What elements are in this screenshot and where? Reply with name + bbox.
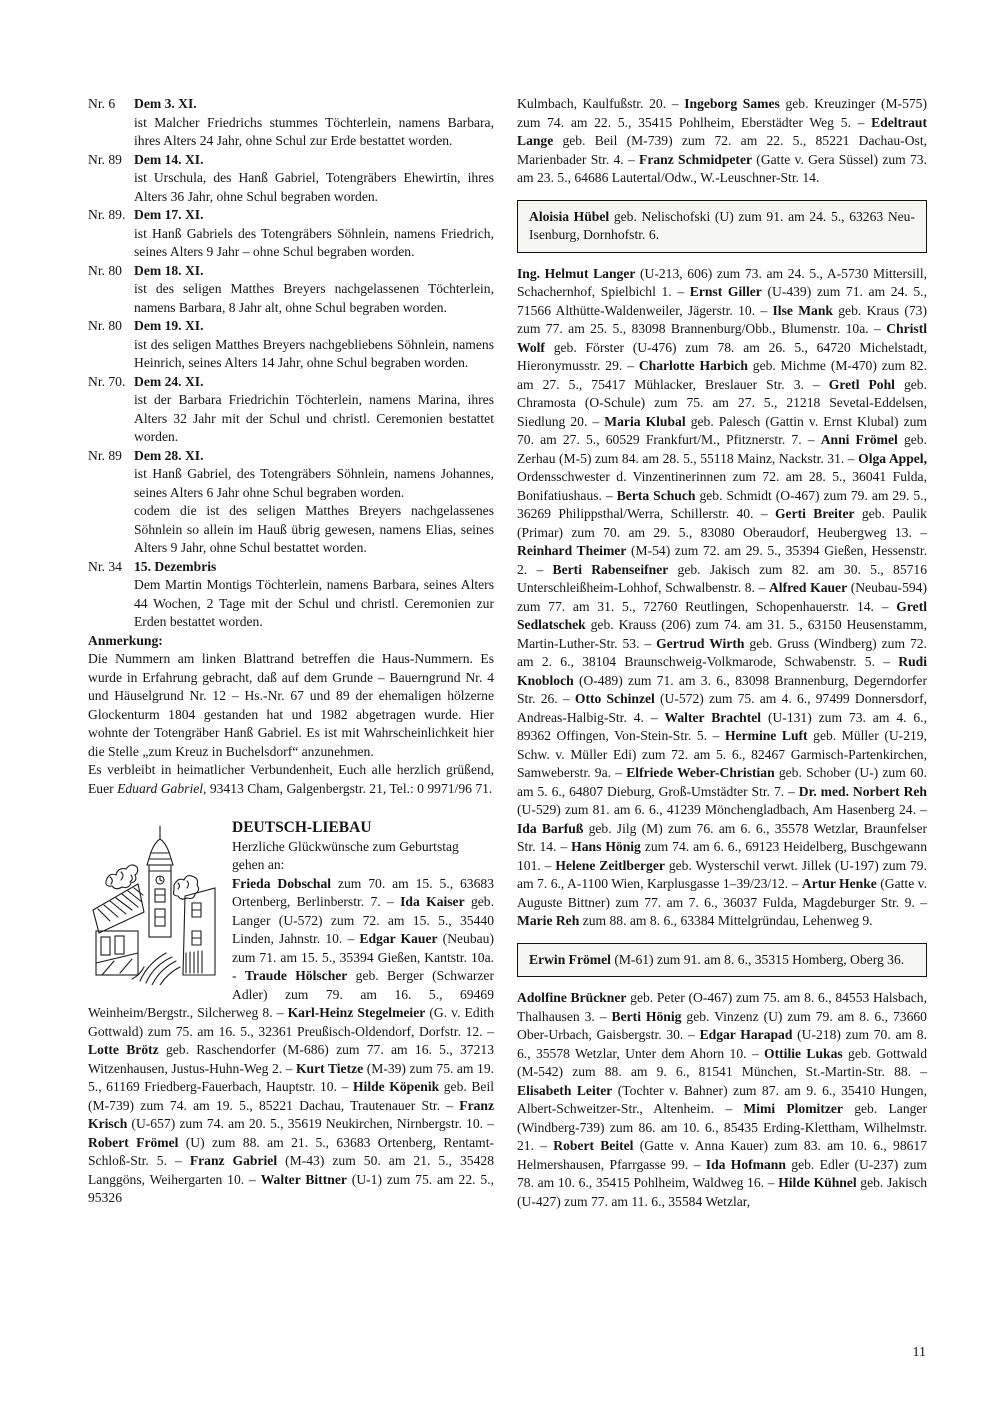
house-number: Nr. 89 <box>88 447 122 463</box>
burial-register-list <box>88 95 494 632</box>
entry-text: ist Hanß Gabriels des Totengräbers Söhnlein, namens Friedrich, seines Alters 9 Jahr – ohne Schul begraben worden. <box>134 225 494 259</box>
left-column <box>88 95 494 1208</box>
entry-date: Dem 18. XI. <box>134 262 204 278</box>
anmerkung-paragraph: Die Nummern am linken Blattrand betreffen die Haus-Nummern. Es wurde in Erfahrung gebracht, daß auf dem Grunde – Bauerngrund Nr. 4 und Häuselgrund Nr. 12 – Hs.-Nr. 67 und 89 der ehemaligen hölzerne Glockenturm 1804 gestanden hat und 1982 abgetragen wurde. Hier wohnte der Totengräber Hanß Gabriel. Es ist mit Wahrscheinlichkeit hier die Stelle „zum Kreuz in Buchelsdorf“ anzunehmen. <box>88 651 494 759</box>
register-entry <box>88 317 494 373</box>
house-number: Nr. 70. <box>88 373 126 389</box>
house-number: Nr. 34 <box>88 558 122 574</box>
closing-paragraph: Es verbleibt in heimatlicher Verbundenheit, Euch alle herzlich grüßend, Euer Eduard Gabriel, 93413 Cham, Galgenbergstr. 21, Tel.: 0 9971/96 71. <box>88 762 494 796</box>
section-heading-deutsch-liebau: DEUTSCH-LIEBAU <box>232 819 372 836</box>
entry-text: ist des seligen Matthes Breyers nachgebliebens Söhnlein, namens Heinrich, seines Alters 14 Jahr, ohne Schul begraben worden. <box>134 336 494 370</box>
birthday-list-continued: Kulmbach, Kaulfußstr. 20. – Ingeborg Sames geb. Kreuzinger (M-575) zum 74. am 22. 5., 35415 Pohlheim, Eberstädter Weg 5. – Edeltraut Lange geb. Beil (M-739) zum 72. am 22. 5., 85221 Dachau-Ost, Marienbader Str. 4. – Franz Schmidpeter (Gatte v. Gera Süssel) zum 73. am 23. 5., 64686 Lautertal/Odw., W.-Leuschner-Str. 14. <box>517 96 927 185</box>
village-church-sketch <box>88 823 220 985</box>
entry-date: Dem 19. XI. <box>134 318 204 333</box>
register-entry <box>88 262 494 318</box>
register-entry <box>88 447 494 558</box>
entry-text: ist Urschula, des Hanß Gabriel, Totengräbers Ehewirtin, ihres Alters 36 Jahr, ohne Schul begraben worden. <box>134 170 494 204</box>
entry-text: ist des seligen Matthes Breyers nachgelassenen Töchterlein, namens Barbara, 8 Jahr alt, ohne Schul begraben worden. <box>134 281 494 315</box>
register-entry <box>88 95 494 151</box>
register-entry <box>88 206 494 262</box>
entry-date: 15. Dezembris <box>134 558 217 574</box>
entry-text: ist Malcher Friedrichs stummes Töchterlein, namens Barbara, ihres Alters 24 Jahr, ohne Schul zur Erde bestattet worden. <box>134 114 494 148</box>
entry-text-continued: codem die ist des seligen Matthes Breyers nachgelassenes Söhnlein so allein im Hauß übrig gewesen, namens Elias, seines Alters 9 Jahr, ohne Schul bestattet worden. <box>134 503 494 555</box>
register-entry <box>88 151 494 207</box>
right-column <box>517 95 927 1211</box>
entry-date: Dem 14. XI. <box>134 151 204 167</box>
house-number: Nr. 6 <box>88 96 116 111</box>
page-number: 11 <box>912 1345 926 1360</box>
anmerkung-heading: Anmerkung: <box>88 632 163 648</box>
register-entry <box>88 558 494 632</box>
birthday-list-paragraph-2: Ing. Helmut Langer (U-213, 606) zum 73. am 24. 5., A-5730 Mittersill, Schachernhof, Spielbichl 1. – Ernst Giller (U-439) zum 71. am 24. 5., 71566 Althütte-Waldenweiler, Jägerstr. 10. – Ilse Mank geb. Kraus (73) zum 77. am 25. 5., 83098 Brannenburg/Obb., Blumenstr. 10a. – Christl Wolf geb. Förster (U-476) zum 78. am 26. 5., 64720 Michelstadt, Hieronymusstr. 29. – Charlotte Harbich geb. Michme (M-470) zum 82. am 27. 5., 75417 Mühlacker, Breslauer Str. 3. – Gretl Pohl geb. Chramosta (O-Schule) zum 75. am 27. 5., 21218 Sevetal-Eddelsen, Siedlung 20. – Maria Klubal geb. Palesch (Gattin v. Ernst Klubal) zum 70. am 27. 5., 60529 Frankfurt/M., Pfitznerstr. 7. – Anni Frömel geb. Zerhau (M-5) zum 84. am 28. 5., 55118 Mainz, Nackstr. 31. – Olga Appel, Ordensschwester d. Vinzentinerinnen zum 72. am 28. 5., 36041 Fulda, Bonifatiushaus. – Berta Schuch geb. Schmidt (O-467) zum 79. am 29. 5., 36269 Philippsthal/Werra, Schillerstr. 40. – Gerti Breiter geb. Paulik (Primar) zum 70. am 29. 5., 83080 Oberaudorf, Heubergweg 13. – Reinhard Theimer (M-54) zum 72. am 29. 5., 35394 Gießen, Hessenstr. 2. – Berti Rabenseifner geb. Jakisch zum 82. am 30. 5., 85716 Unterschleißheim-Lohhof, Schwalbenstr. 8. – Alfred Kauer (Neubau-594) zum 77. am 31. 5., 72760 Reutlingen, Schopenhauerstr. 14. – Gretl Sedlatschek geb. Krauss (206) zum 74. am 31. 5., 63150 Heusenstamm, Martin-Luther-Str. 53. – Gertrud Wirth geb. Gruss (Windberg) zum 72. am 2. 6., 38104 Braunschweig-Volkmarode, Schwabenstr. 5. – Rudi Knobloch (O-489) zum 71. am 3. 6., 83098 Brannenburg, Degerndorfer Str. 26. – Otto Schinzel (U-572) zum 75. am 4. 6., 97499 Donnersdorf, Andreas-Halbig-Str. 4. – Walter Brachtel (U-131) zum 73. am 4. 6., 89362 Offingen, Von-Stein-Str. 5. – Hermine Luft geb. Müller (U-219, Schw. v. Müller Edi) zum 72. am 5. 6., 82467 Garmisch-Partenkirchen, Samweberstr. 9a. – Elfriede Weber-Christian geb. Schober (U-) zum 60. am 5. 6., 64807 Dieburg, Groß-Umstädter Str. 7. – Dr. med. Norbert Reh (U-529) zum 81. am 6. 6., 41239 Mönchengladbach, Am Hasenberg 24. – Ida Barfuß geb. Jilg (M) zum 76. am 6. 6., 35578 Wetzlar, Braunfelser Str. 14. – Hans Hönig zum 74. am 6. 6., 69123 Heidelberg, Buschgewann 101. – Helene Zeitlberger geb. Wysterschil verwt. Jillek (U-197) zum 79. am 7. 6., A-1100 Wien, Karplusgasse 1–39/23/12. – Artur Henke (Gatte v. Auguste Bittner) zum 77. am 7. 6., 36037 Fulda, Magdeburger Str. 9. – Marie Reh zum 88. am 8. 6., 63384 Mittelgründau, Lehenweg 9. <box>517 265 928 928</box>
entry-date: Dem 17. XI. <box>134 207 204 222</box>
entry-text: ist Hanß Gabriel, des Totengräbers Söhnlein, namens Johannes, seines Alters 6 Jahr ohne Schul begraben worden. <box>134 466 494 500</box>
entry-text: ist der Barbara Friedrichin Töchterlein, namens Marina, ihres Alters 32 Jahr mit der Schul und christl. Ceremonien bestattet worden. <box>134 392 494 444</box>
house-number: Nr. 80 <box>88 262 122 278</box>
entry-date: Dem 24. XI. <box>134 373 204 389</box>
house-number: Nr. 89 <box>88 151 122 167</box>
entry-date: Dem 28. XI. <box>134 447 204 463</box>
register-entry <box>88 373 494 447</box>
entry-text: Dem Martin Montigs Töchterlein, namens Barbara, seines Alters 44 Wochen, 2 Tage mit der Schul und christl. Ceremonien zur Erden bestattet worden. <box>134 577 494 629</box>
birthday-list-paragraph: Frieda Dobschal zum 70. am 15. 5., 63683 Ortenberg, Berlinberstr. 7. – Ida Kaiser geb. Langer (U-572) zum 72. am 15. 5., 35440 Linden, Jahnstr. 10. – Edgar Kauer (Neubau) zum 71. am 15. 5., 35394 Gießen, Kantstr. 10a. - Traude Hölscher geb. Berger (Schwarzer Adler) zum 79. am 16. 5., 69469 Weinheim/Bergstr., Silcherweg 8. – Karl-Heinz Stegelmeier (G. v. Edith Gottwald) zum 75. am 16. 5., 32361 Preußisch-Oldendorf, Dorfstr. 12. – Lotte Brötz geb. Raschendorfer (M-686) zum 77. am 16. 5., 37213 Witzenhausen, Justus-Huhn-Weg 2. – Kurt Tietze (M-39) zum 75. am 19. 5., 61169 Friedberg-Fauerbach, Hauptstr. 10. – Hilde Köpenik geb. Beil (M-739) zum 74. am 19. 5., 85221 Dachau, Trautenauer Str. – Franz Krisch (U-657) zum 74. am 20. 5., 35619 Neukirchen, Nirnbergstr. 10. – Robert Frömel (U) zum 88. am 21. 5., 63683 Ortenberg, Rentamt-Schloß-Str. 5. – Franz Gabriel (M-43) zum 50. am 21. 5., 35428 Langgöns, Weihergarten 10. – Walter Bittner (U-1) zum 75. am 22. 5., 95326 <box>88 875 495 1205</box>
birthday-intro: Herzliche Glückwünsche zum Geburtstag gehen an: <box>232 838 459 872</box>
birthday-list-paragraph-3: Adolfine Brückner geb. Peter (O-467) zum 75. am 8. 6., 84553 Halsbach, Thalhausen 3. – Berti Hönig geb. Vinzenz (U) zum 79. am 8. 6., 73660 Ober-Urbach, Gaisbergstr. 30. – Edgar Harapad (U-218) zum 70. am 8. 6., 35578 Wetzlar, Unter dem Ahorn 10. – Ottilie Lukas geb. Gottwald (M-542) zum 88. am 9. 6., 81541 München, St.-Martin-Str. 88. – Elisabeth Leiter (Tochter v. Bahner) zum 87. am 9. 6., 35410 Hungen, Albert-Schweitzer-Str., Altenheim. – Mimi Plomitzer geb. Langer (Windberg-739) zum 86. am 10. 6., 85435 Erding-Klettham, Wilhelmstr. 21. – Robert Beitel (Gatte v. Anna Kauer) zum 83. am 10. 6., 98617 Helmershausen, Pfarrgasse 99. – Ida Hofmann geb. Edler (U-237) zum 78. am 10. 6., 35415 Pohlheim, Waldweg 16. – Hilde Kühnel geb. Jakisch (U-427) zum 77. am 11. 6., 35584 Wetzlar, <box>517 990 928 1209</box>
deutsch-liebau-section <box>88 819 494 1208</box>
birthday-box-aloisia-huebel: Aloisia Hübel geb. Nelischofski (U) zum 91. am 24. 5., 63263 Neu-Isenburg, Dornhofstr. 6. <box>517 200 927 253</box>
birthday-box-erwin-froemel: Erwin Frömel (M-61) zum 91. am 8. 6., 35315 Homberg, Oberg 36. <box>517 943 927 978</box>
house-number: Nr. 89. <box>88 207 126 222</box>
entry-date: Dem 3. XI. <box>134 96 197 111</box>
house-number: Nr. 80 <box>88 318 122 333</box>
